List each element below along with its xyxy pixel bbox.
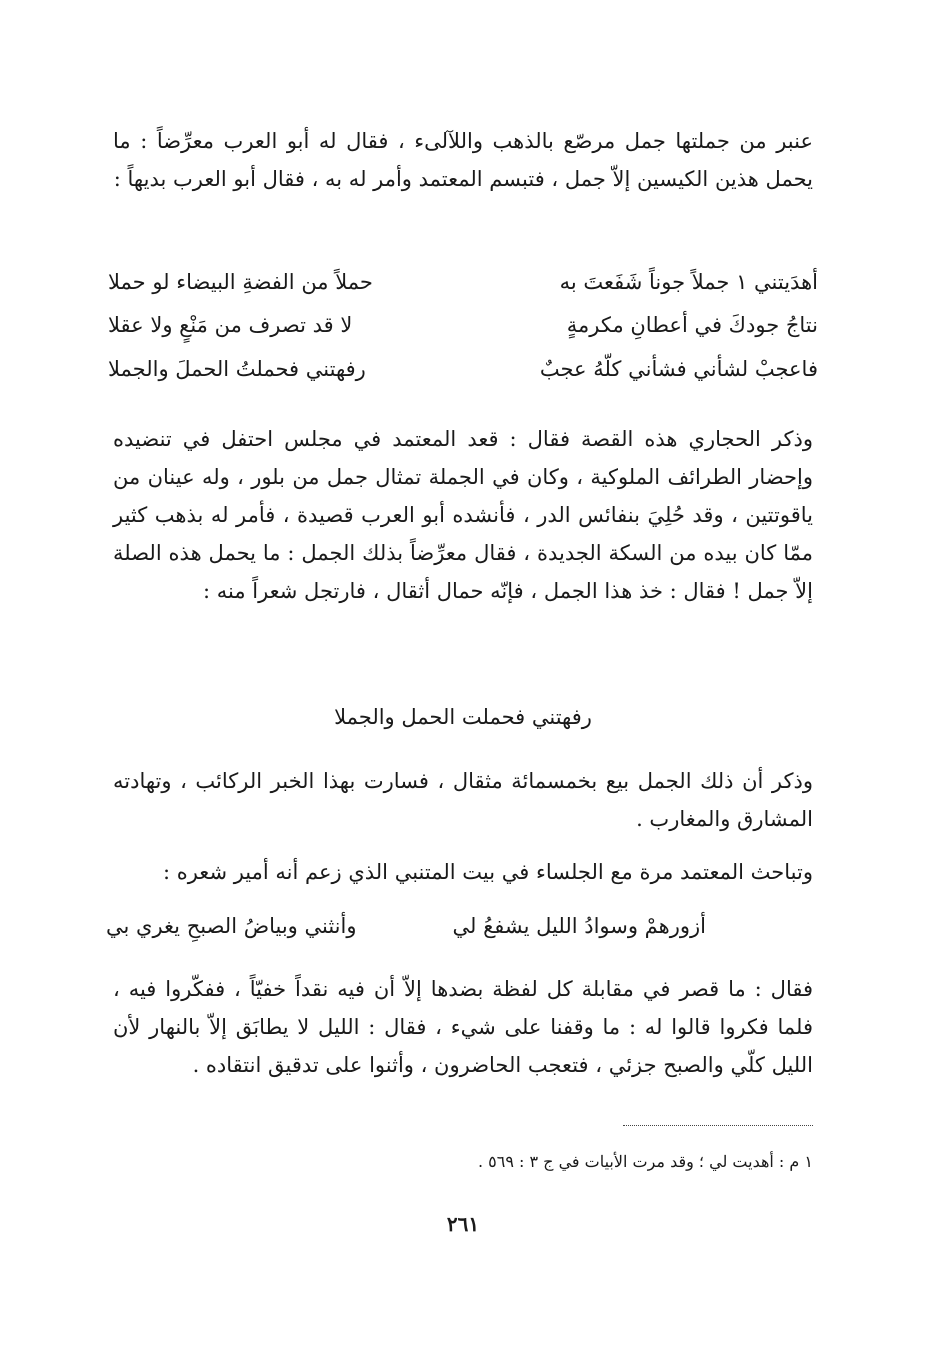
- paragraph-4: وتباحث المعتمد مرة مع الجلساء في بيت المتنبي الذي زعم أنه أمير شعره :: [162, 860, 813, 884]
- poem-1-line-3: [108, 357, 818, 397]
- hemistich-second: حملاً من الفضةِ البيضاء لو حملا: [108, 270, 373, 294]
- footnote: ١ م : أهديت لي ؛ وقد مرت الأبيات في ج ٣ : ٥٦٩ .: [477, 1152, 813, 1171]
- hemistich-second: وأنثني وبياضُ الصبحِ يغري بي: [106, 914, 357, 938]
- hemistich-second: رفهتني فحملتُ الحملَ والجملا: [108, 357, 366, 381]
- hemistich-first: فاعجبْ لشأني فشأني كلّهُ عجبٌ: [539, 357, 818, 381]
- paragraph-5: فقال : ما قصر في مقابلة كل لفظة بضدها إلاّ أن فيه نقداً خفيّاً ، ففكّروا فيه ، فلما فكروا قالوا له : ما وقفنا على شيء ، فقال : الليل لا يطابَق إلاّ بالنهار لأن الليل كلّي والصبح جزئي ، فتعجب الحاضرون ، وأثنوا على تدقيق انتقاده .: [113, 977, 813, 1077]
- paragraph-1: عنبر من جملتها جمل مرصّع بالذهب واللآلىء ، فقال له أبو العرب معرِّضاً : ما يحمل هذين الكيسين إلاّ جمل ، فتبسم المعتمد وأمر له به ، فقال أبو العرب بديهاً :: [113, 129, 813, 191]
- paragraph-2: وذكر الحجاري هذه القصة فقال : قعد المعتمد في مجلس احتفل في تنضيده وإحضار الطرائف الملوكية ، وكان في الجملة تمثال جمل من بلور ، وله عينان من ياقوتتين ، وقد حُلِيَ بنفائس الدر ، فأنشده أبو العرب قصيدة ، فأمر له بذهب كثير ممّا كان بيده من السكة الجديدة ، فقال معرِّضاً بذلك الجمل : ما يحمل هذه الصلة إلاّ جمل ! فقال : خذ هذا الجمل ، فإنّه حمال أثقال ، فارتجل شعراً منه :: [113, 427, 813, 603]
- paragraph-3: وذكر أن ذلك الجمل بيع بخمسمائة مثقال ، فسارت بهذا الخبر الركائب ، وتهادته المشارق والمغارب .: [113, 769, 813, 831]
- hemistich-first: أزورهمْ وسوادُ الليل يشفعُ لي: [452, 914, 706, 938]
- hemistich-first: أهدَيتني ١ جملاً جوناً شَفَعتَ به: [559, 270, 818, 294]
- page-number: ٢٦١: [446, 1212, 480, 1236]
- single-verse: رفهتني فحملت الحمل والجملا: [334, 705, 592, 729]
- poem-2-line: [106, 914, 706, 954]
- poem-1-line-1: [108, 270, 818, 310]
- hemistich-second: لا قد تصرف من مَنْعٍ ولا عقلا: [108, 313, 353, 337]
- footnote-divider: [623, 1125, 813, 1126]
- poem-1-line-2: [108, 313, 818, 353]
- hemistich-first: نتاجُ جودكَ في أعطانِ مكرمةٍ: [566, 313, 818, 337]
